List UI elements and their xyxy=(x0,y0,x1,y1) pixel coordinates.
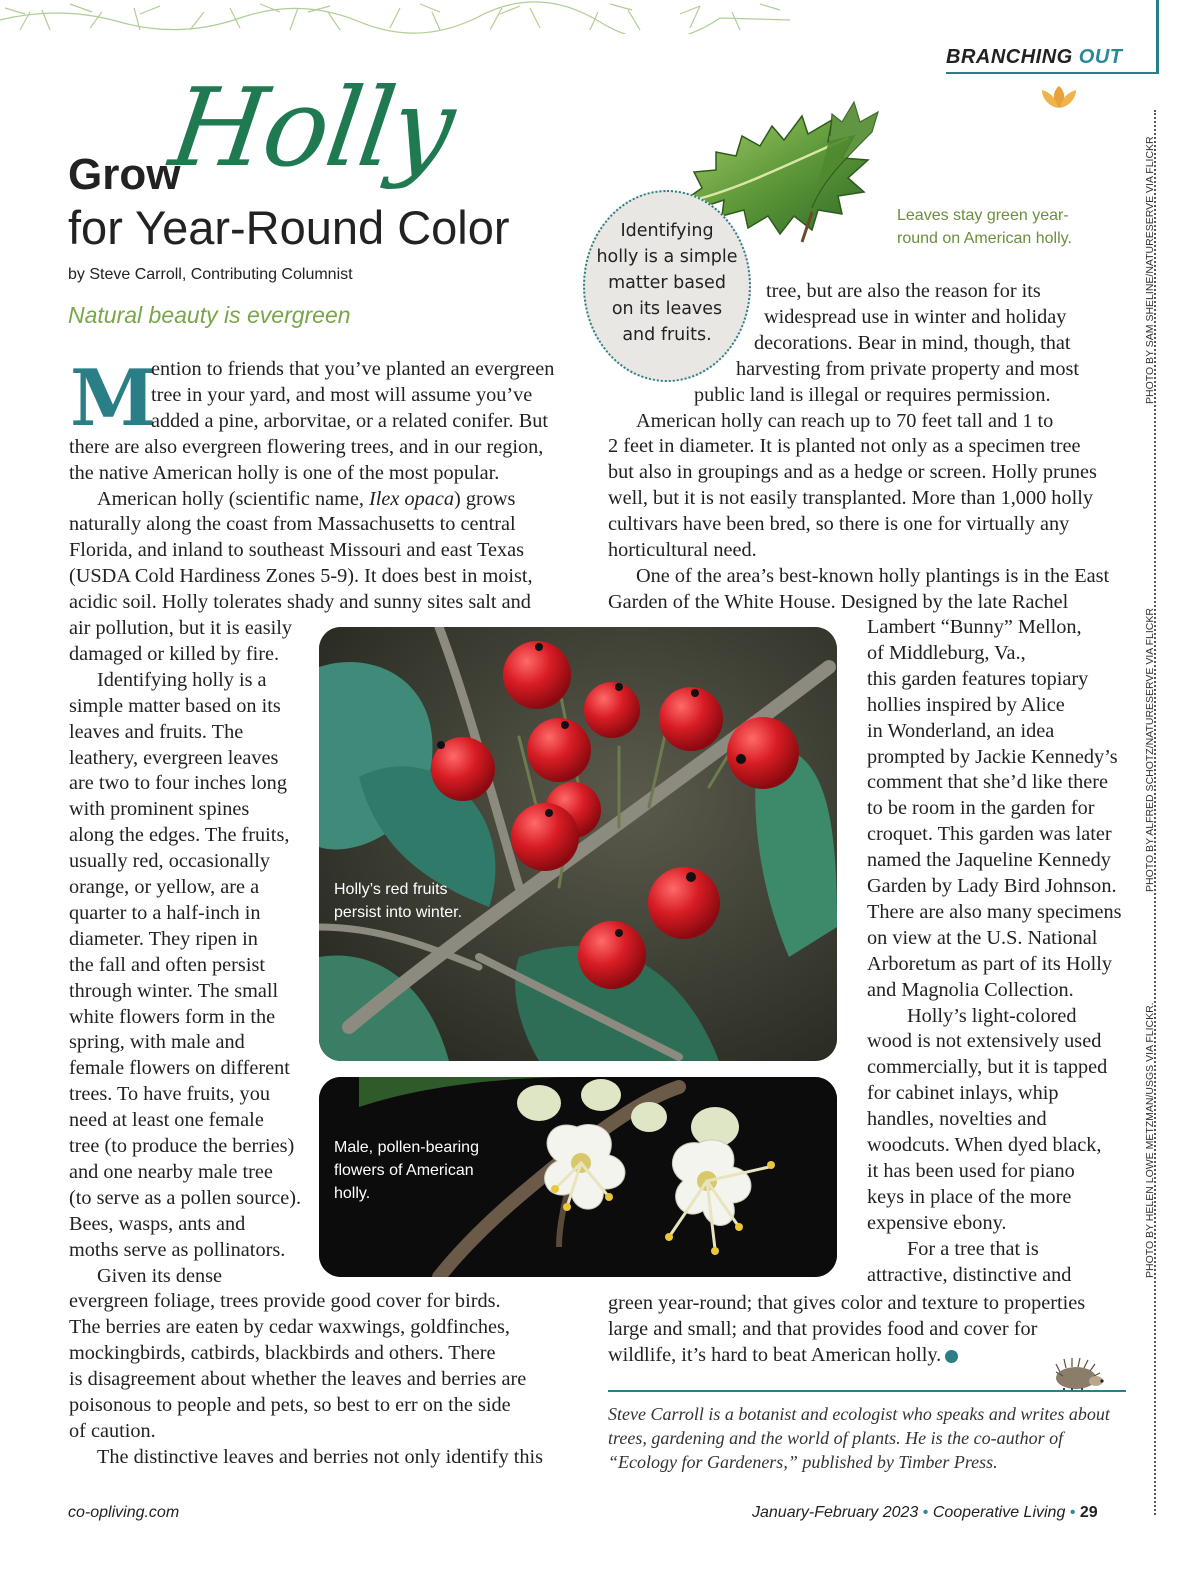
article-text-line: white flowers form in the xyxy=(69,1005,276,1028)
article-text-line: the native American holly is one of the most popular. xyxy=(69,461,500,484)
article-text-line: Arboretum as part of its Holly xyxy=(867,952,1113,975)
caption-line: flowers of American xyxy=(334,1162,474,1179)
drop-cap: M xyxy=(70,353,157,444)
article-text-line: tree, but are also the reason for its xyxy=(766,280,1041,302)
article-text-line: The berries are eaten by cedar waxwings, goldfinches, xyxy=(69,1316,510,1339)
footer-magazine: Cooperative Living xyxy=(932,1504,1066,1521)
article-text-line: American holly (scientific name, Ilex opaca) grows xyxy=(97,487,516,510)
title-subtitle: for Year-Round Color xyxy=(68,201,510,254)
page-number: 29 xyxy=(1079,1504,1098,1521)
article-text-line: this garden features topiary xyxy=(867,667,1089,690)
article-text-line: hollies inspired by Alice xyxy=(867,693,1065,716)
article-text-line: named the Jaqueline Kennedy xyxy=(867,849,1111,872)
article-text-line: attractive, distinctive and xyxy=(867,1263,1072,1286)
section-label: BRANCHING OUT xyxy=(946,46,1123,68)
hedgehog-icon xyxy=(1052,1356,1104,1390)
article-text-line: Garden by Lady Bird Johnson. xyxy=(867,875,1117,897)
article-text-line: moths serve as pollinators. xyxy=(69,1238,286,1261)
article-text-line: prompted by Jackie Kennedy’s xyxy=(867,745,1118,768)
article-text-line: simple matter based on its xyxy=(69,694,281,717)
flowers-caption xyxy=(334,1136,479,1205)
article-text-line: it has been used for piano xyxy=(867,1159,1075,1182)
article-text-line: for cabinet inlays, whip xyxy=(867,1082,1059,1105)
article-text-line: commercially, but it is tapped xyxy=(867,1056,1108,1079)
caption-line: Male, pollen-bearing xyxy=(334,1139,479,1156)
article-text-line: Bees, wasps, ants and xyxy=(69,1212,246,1235)
article-text-line: widespread use in winter and holiday xyxy=(764,305,1067,328)
footer-issue: January-February 2023 • Cooperative Living • 29 xyxy=(752,1504,1098,1521)
pull-quote xyxy=(583,218,751,348)
article-text-line: (USDA Cold Hardiness Zones 5-9). It does best in moist, xyxy=(69,565,533,588)
article-text-line: handles, novelties and xyxy=(867,1108,1047,1131)
section-rule xyxy=(946,72,1158,74)
article-text-line: orange, or yellow, are a xyxy=(69,876,260,898)
article-text-line: Lambert “Bunny” Mellon, xyxy=(867,616,1082,638)
article-text-line: woodcuts. When dyed black, xyxy=(867,1134,1102,1156)
article-text-line: (to serve as a pollen source). xyxy=(69,1186,302,1209)
article-text-line: The distinctive leaves and berries not only identify this xyxy=(97,1445,544,1468)
article-text-line: tree in your yard, and most will assume you’ve xyxy=(151,383,533,406)
article-text-line: wildlife, it’s hard to beat American holly. xyxy=(608,1343,958,1369)
article-text-line: on view at the U.S. National xyxy=(867,926,1098,949)
article-text-line: evergreen foliage, trees provide good cover for birds. xyxy=(69,1290,501,1313)
article-text-line: leathery, evergreen leaves xyxy=(69,746,279,769)
article-text-line: mockingbirds, catbirds, blackbirds and others. There xyxy=(69,1342,496,1365)
article-text-line: trees. To have fruits, you xyxy=(69,1083,270,1106)
end-of-article-dot xyxy=(945,1350,958,1363)
article-text-line: naturally along the coast from Massachusetts to central xyxy=(69,513,516,536)
article-text-line: through winter. The small xyxy=(69,979,279,1002)
article-text-line: keys in place of the more xyxy=(867,1185,1072,1208)
article-text-line: ention to friends that you’ve planted an evergreen xyxy=(151,358,555,380)
article-text-line: expensive ebony. xyxy=(867,1211,1007,1234)
article-text-line: One of the area’s best-known holly plantings is in the East xyxy=(636,564,1110,587)
article-text-line: For a tree that is xyxy=(907,1237,1039,1260)
article-text-line: leaves and fruits. The xyxy=(69,720,244,743)
article-text-line: There are also many specimens xyxy=(867,900,1122,923)
article-text-line: the fall and often persist xyxy=(69,953,265,976)
article-text-line: of Middleburg, Va., xyxy=(867,641,1026,664)
article-text-line: need at least one female xyxy=(69,1109,264,1132)
article-text-line: poisonous to people and pets, so best to err on the side xyxy=(69,1394,511,1416)
article-text-line: but also in groupings and as a hedge or screen. Holly prunes xyxy=(608,461,1097,484)
article-text-line: Holly’s light-colored xyxy=(907,1004,1077,1027)
header-accent-line xyxy=(1156,0,1159,74)
article-text-line: Given its dense xyxy=(97,1264,223,1287)
article-text-line: 2 feet in diameter. It is planted not only as a specimen tree xyxy=(608,435,1081,458)
article-text-line: American holly can reach up to 70 feet tall and 1 to xyxy=(636,409,1054,432)
article-text-line: decorations. Bear in mind, though, that xyxy=(754,331,1071,354)
article-text-line: and Magnolia Collection. xyxy=(867,978,1074,1001)
article-text-line: spring, with male and xyxy=(69,1031,245,1054)
article-text-line: well, but it is not easily transplanted. More than 1,000 holly xyxy=(608,487,1093,510)
article-text-line: added a pine, arborvitae, or a related conifer. But xyxy=(151,409,548,432)
article-text-line: damaged or killed by fire. xyxy=(69,642,280,665)
article-text-line: acidic soil. Holly tolerates shady and sunny sites salt and xyxy=(69,591,531,614)
caption-line: Holly’s red fruits xyxy=(334,881,448,898)
article-text-line: along the edges. The fruits, xyxy=(69,824,290,847)
footer-website: co-opliving.com xyxy=(68,1504,180,1521)
pull-quote-line: holly is a simple xyxy=(596,247,738,267)
article-text-line: are two to four inches long xyxy=(69,772,287,795)
article-text-line: there are also evergreen flowering trees, and in our region, xyxy=(69,435,544,458)
bio-rule xyxy=(608,1390,1126,1392)
article-text-line: croquet. This garden was later xyxy=(867,823,1112,846)
footer-issue-date: January-February 2023 xyxy=(752,1504,919,1521)
leaf-caption: Leaves stay green year-round on American holly. xyxy=(897,207,1072,247)
credit-leaf: PHOTO BY SAM SHELINE/NATURESERVE VIA FLICKR xyxy=(1144,136,1156,404)
article-text-line: air pollution, but it is easily xyxy=(69,617,293,639)
scientific-name: Ilex opaca xyxy=(369,487,455,510)
article-text-line: large and small; and that provides food and cover for xyxy=(608,1317,1038,1340)
article-text-line: diameter. They ripen in xyxy=(69,927,258,950)
article-text-line: tree (to produce the berries) xyxy=(69,1135,295,1157)
article-text-line: and one nearby male tree xyxy=(69,1160,273,1183)
caption-line: persist into winter. xyxy=(334,904,463,921)
lotus-icon xyxy=(1038,84,1080,110)
article-text-line: with prominent spines xyxy=(69,798,250,821)
caption-line: holly. xyxy=(334,1185,371,1202)
article-text-line: in Wonderland, an idea xyxy=(867,719,1055,742)
article-text-line: quarter to a half-inch in xyxy=(69,901,261,924)
holly-berries-photo xyxy=(319,627,837,1061)
article-text-line: cultivars have been bred, so there is one for virtually any xyxy=(608,513,1070,536)
article-text-line: public land is illegal or requires permission. xyxy=(694,383,1051,406)
article-text-line: harvesting from private property and most xyxy=(736,357,1079,380)
credit-berries: PHOTO BY ALFRED SCHOTZ/NATURESERVE VIA FLICKR xyxy=(1144,608,1156,892)
article-text-line: horticultural need. xyxy=(608,539,757,561)
berries-caption xyxy=(334,878,462,924)
article-text-line: wood is not extensively used xyxy=(867,1030,1102,1053)
article-text-line: to be room in the garden for xyxy=(867,797,1095,820)
pull-quote-line: Identifying xyxy=(620,221,714,241)
article-text-line: comment that she’d like there xyxy=(867,771,1109,794)
article-text-line: is disagreement about whether the leaves and berries are xyxy=(69,1368,527,1391)
article-text-line: Identifying holly is a xyxy=(97,668,267,691)
author-bio: Steve Carroll is a botanist and ecologist who speaks and writes about trees, gardening and the world of plants. He is the co-author of “Ecology for Gardeners,” published by Timber Press. xyxy=(608,1404,1110,1472)
holly-berries-illustration xyxy=(319,627,837,1061)
pull-quote-line: on its leaves xyxy=(611,299,723,319)
article-text-line: Florida, and inland to southeast Missouri and east Texas xyxy=(69,539,525,562)
article-text-line: of caution. xyxy=(69,1419,156,1442)
pull-quote-line: and fruits. xyxy=(622,325,712,345)
byline: by Steve Carroll, Contributing Columnist xyxy=(68,266,353,283)
title-holly: Holly xyxy=(163,66,461,191)
tagline: Natural beauty is evergreen xyxy=(68,302,351,328)
article-text-line: female flowers on different xyxy=(69,1057,290,1080)
header-foliage-decoration xyxy=(0,0,790,34)
article-text-line: Garden of the White House. Designed by the late Rachel xyxy=(608,590,1069,613)
article-text-line: green year-round; that gives color and texture to properties xyxy=(608,1292,1086,1314)
title-grow: Grow xyxy=(68,150,181,199)
article-text-line: usually red, occasionally xyxy=(69,850,271,873)
pull-quote-line: matter based xyxy=(608,273,726,293)
credit-flowers: PHOTO BY HELEN LOWE METZMAN/USGS VIA FLICKR. xyxy=(1144,1002,1156,1278)
